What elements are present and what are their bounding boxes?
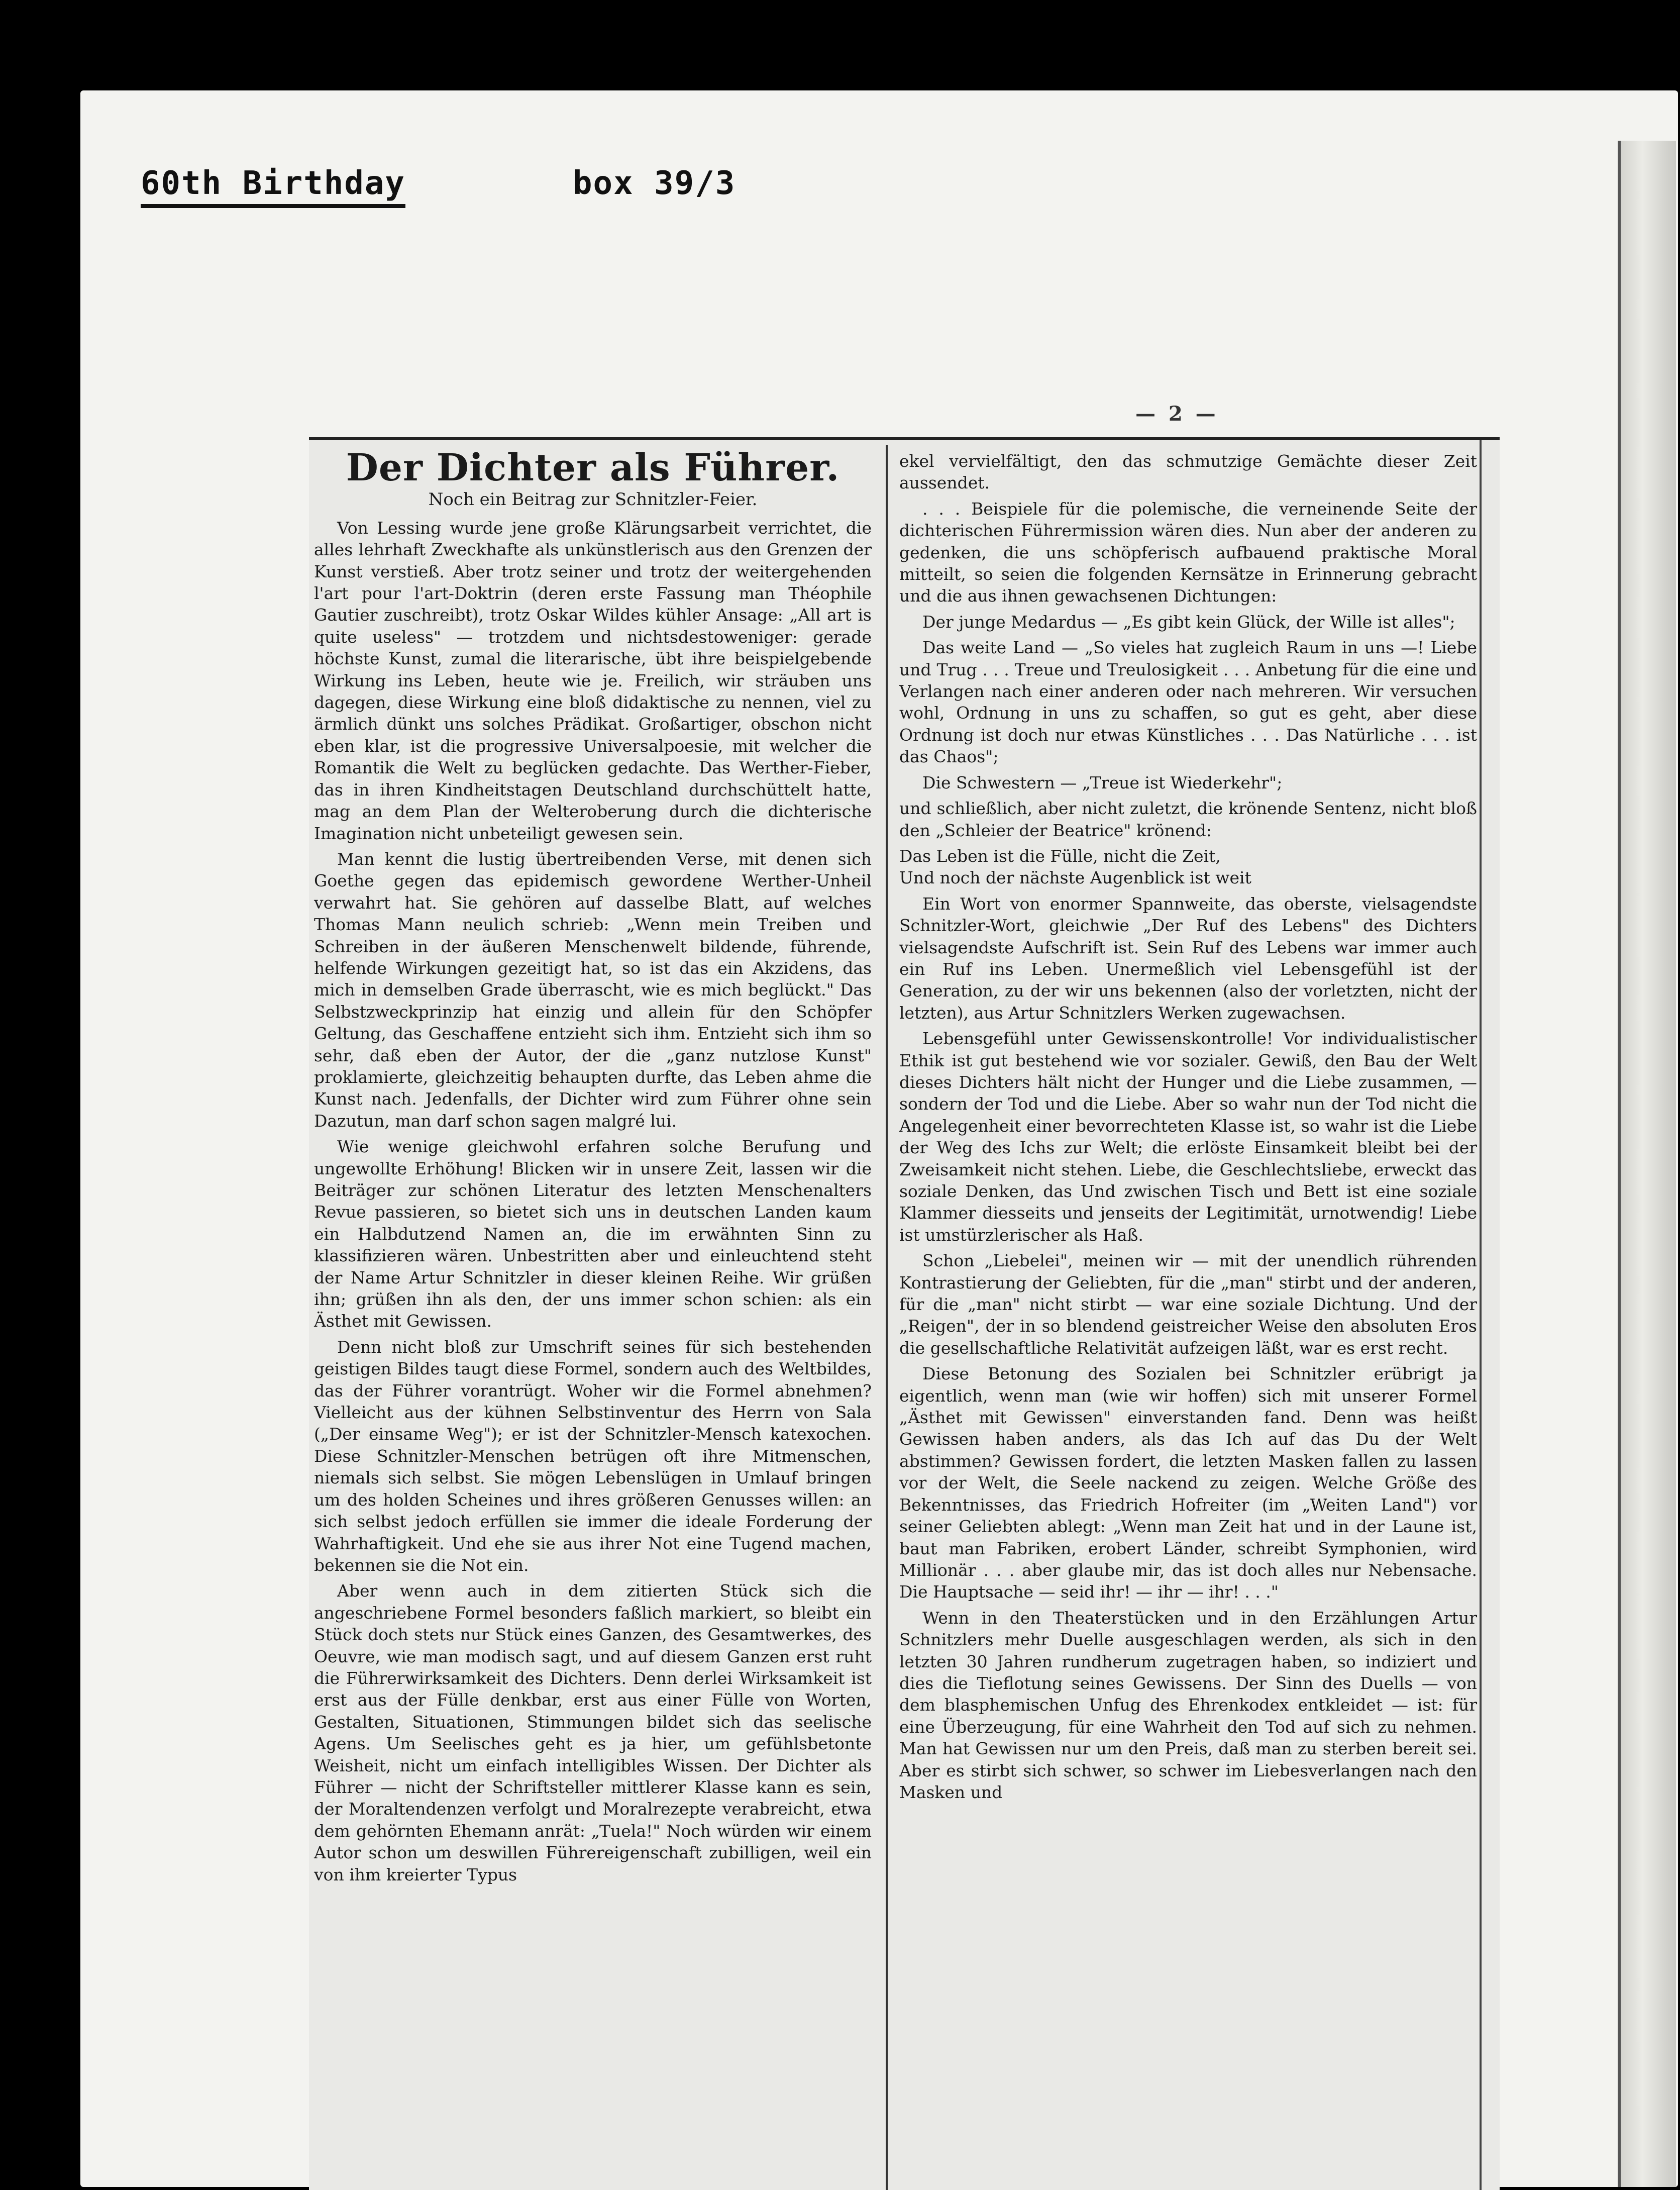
paragraph: Aber wenn auch in dem zitierten Stück sich die angeschriebene Formel besonders faßlich markiert, so bleibt ein Stück doch stets nur Stück eines Ganzen, des Gesamtwerkes, des Oeuvre, wie man modisch sagt, und auf diesem Ganzen erst ruht die Führerwirksamkeit des Dichters. Denn derlei Wirksamkeit ist erst aus der Fülle denkbar, erst aus einer Fülle von Worten, Gestalten, Situationen, Stimmungen bildet sich das seelische Agens. Um Seelisches geht es ja hier, um gefühlsbetonte Weisheit, nicht um einfach intelligibles Wissen. Der Dichter als Führer — nicht der Schriftsteller mittlerer Klasse kann es sein, der Moraltendenzen verfolgt und Moralrezepte verabreicht, etwa dem gehörnten Ehemann anrät: „Tuela!" Noch würden wir einem Autor schon um deswillen Führereigenschaft zubilligen, weil ein von ihm kreierter Typus xyxy=(314,1581,872,1884)
paragraph: Von Lessing wurde jene große Klärungsarbeit verrichtet, die alles lehrhaft Zweckhafte als unkünstlerisch aus den Grenzen der Kunst verstieß. Aber trotz seiner und trotz der weitergehenden l'art pour l'art-Doktrin (deren erste Fassung man Théophile Gautier zuschreibt), trotz Oskar Wildes kühler Ansage: „All art is quite useless" — trotzdem und nichtsdestoweniger: gerade höchste Kunst, zumal die literarische, übt ihre beispielgebende Wirkung ins Leben, heute wie je. Freilich, wir sträuben uns dagegen, diese Wirkung eine bloß didaktische zu nennen, viel zu ärmlich dünkt uns solches Prädikat. Großartiger, obschon nicht eben klar, ist die progressive Universalpoesie, mit welcher die Romantik die Welt zu beglücken gedachte. Das Werther-Fieber, das in ihren Kindheitstagen Deutschland durchschüttelt hatte, mag an dem Plan der Welteroberung durch die dichterische Imagination nicht unbeteiligt gewesen sein. xyxy=(314,518,872,843)
paragraph: Das weite Land — „So vieles hat zugleich Raum in uns —! Liebe und Trug . . . Treue und Treulosigkeit . . . Anbetung für die eine und Verlangen nach einer anderen oder nach mehreren. Wir versuchen wohl, Ordnung in uns zu schaffen, so gut es geht, aber diese Ordnung ist doch nur etwas Künstliches . . . Das Natürliche . . . ist das Chaos"; xyxy=(899,638,1477,767)
archive-header xyxy=(141,165,844,220)
paragraph: Wenn in den Theaterstücken und in den Erzählungen Artur Schnitzlers mehr Duelle ausgeschlagen werden, als sich in den letzten 30 Jahren rundherum zugetragen haben, so indiziert und dies die Tieflotung seines Gewissens. Der Sinn des Duells — von dem blasphemischen Unfug des Ehrenkodex entkleidet — ist: für eine Überzeugung, für eine Wahrheit den Tod auf sich zu nehmen. Man hat Gewissen nur um den Preis, daß man zu sterben bereit sei. Aber es stirbt sich schwer, so schwer im Liebesverlangen nach den Masken und xyxy=(899,1608,1477,1802)
paragraph: Lebensgefühl unter Gewissenskontrolle! Vor individualistischer Ethik ist gut bestehend wie vor sozialer. Gewiß, den Bau der Welt dieses Dichters hält nicht der Hunger und die Liebe zusammen, — sondern der Tod und die Liebe. Aber so wahr nun der Tod nicht die Angelegenheit einer bevorrechteten Klasse ist, so wahr ist die Liebe der Weg des Ichs zur Welt; die erlöste Einsamkeit bleibt bei der Zweisamkeit nicht stehen. Liebe, die Geschlechtsliebe, erweckt das soziale Denken, das Und zwischen Tisch und Bett ist eine soziale Klammer diesseits und jenseits der Legitimität, urnotwendig! Liebe ist umstürzlerischer als Haß. xyxy=(899,1029,1477,1245)
paragraph: Wie wenige gleichwohl erfahren solche Berufung und ungewollte Erhöhung! Blicken wir in unsere Zeit, lassen wir die Beiträger zur schönen Literatur des letzten Menschenalters Revue passieren, so bietet sich uns in deutschen Landen kaum ein Halbdutzend Namen an, die im erwähnten Sinn zu klassifizieren wären. Unbestritten aber und einleuchtend steht der Name Artur Schnitzler in dieser kleinen Reihe. Wir grüßen ihn; grüßen ihn als den, der uns immer schon schien: als ein Ästhet mit Gewissen. xyxy=(314,1137,872,1331)
paragraph: Schon „Liebelei", meinen wir — mit der unendlich rührenden Kontrastierung der Geliebten, für die „man" stirbt und der anderen, für die „man" nicht stirbt — war eine soziale Dichtung. Und der „Reigen", der in so blendend geistreicher Weise den absoluten Eros die gesellschaftliche Relativität aufzeigen läßt, war es erst recht. xyxy=(899,1251,1477,1358)
clipping-right-rule xyxy=(1480,440,1482,2190)
verse-quote xyxy=(899,845,1477,889)
paragraph: Der junge Medardus — „Es gibt kein Glück, der Wille ist alles"; xyxy=(922,612,1455,632)
paragraph: Die Schwestern — „Treue ist Wiederkehr"; xyxy=(922,772,1283,792)
column-divider xyxy=(886,445,888,2190)
verse-line: Und noch der nächste Augenblick ist weit xyxy=(899,868,1251,888)
box-label: box 39/3 xyxy=(573,165,736,202)
right-column xyxy=(899,450,1477,1807)
article-title: Der Dichter als Führer. xyxy=(346,446,840,489)
newspaper-clipping xyxy=(309,437,1500,2190)
verse-line: Das Leben ist die Fülle, nicht die Zeit, xyxy=(899,846,1221,866)
article-subtitle: Noch ein Beitrag zur Schnitzler-Feier. xyxy=(428,489,758,510)
paragraph: Man kennt die lustig übertreibenden Verse, mit denen sich Goethe gegen das epidemisch gewordene Werther-Unheil verwahrt hat. Sie gehören auf dasselbe Blatt, auf welches Thomas Mann neulich schrieb: „Wenn mein Treiben und Schreiben in der äußeren Menschenwelt bildende, führende, helfende Wirkungen gezeitigt hat, so ist das ein Akzidens, das mich in demselben Grade überrascht, wie es mich beglückt." Das Selbstzweckprinzip hat einzig und allein für den Schöpfer Geltung, das Geschaffene entzieht sich ihm. Entzieht sich ihm so sehr, daß eben der Autor, der die „ganz nutzlose Kunst" proklamierte, gleichzeitig behaupten durfte, das Leben ahme die Kunst nach. Jedenfalls, der Dichter wird zum Führer ohne sein Dazutun, man darf schon sagen malgré lui. xyxy=(314,849,872,1131)
paragraph: ekel vervielfältigt, den das schmutzige Gemächte dieser Zeit aussendet. xyxy=(899,451,1477,493)
paragraph: . . . Beispiele für die polemische, die verneinende Seite der dichterischen Führermission wären dies. Nun aber der anderen zu gedenken, die uns schöpferisch aufbauend praktische Moral mitteilt, so seien die folgenden Kernsätze in Erinnerung gebracht und die aus ihnen gewachsenen Dichtungen: xyxy=(899,499,1477,606)
paragraph: Ein Wort von enormer Spannweite, das oberste, vielsagendste Schnitzler-Wort, gleichwie „Der Ruf des Lebens" des Dichters vielsagendste Aufschrift ist. Sein Ruf des Lebens war immer auch ein Ruf ins Leben. Unermeßlich viel Lebensgefühl ist der Generation, zu der wir uns bekennen (also der vorletzten, nicht der letzten), aus Artur Schnitzlers Werken zugewachsen. xyxy=(899,893,1477,1023)
folder-label: 60th Birthday xyxy=(141,165,405,208)
paragraph: Diese Betonung des Sozialen bei Schnitzler erübrigt ja eigentlich, wenn man (wie wir hoffen) sich mit unserer Formel „Ästhet mit Gewissen" einverstanden fand. Denn was heißt Gewissen haben anders, als das Ich auf das Du der Welt abstimmen? Gewissen fordert, die letzten Masken fallen zu lassen vor der Welt, die Seele nackend zu zeigen. Welche Größe des Bekenntnisses, das Friedrich Hofreiter (im „Weiten Land") vor seiner Geliebten ablegt: „Wenn man Zeit hat und in der Laune ist, baut man Fabriken, erobert Länder, schreibt Symphonien, wird Millionär . . . aber glaube mir, das ist doch alles nur Nebensache. Die Hauptsache — seid ihr! — ihr — ihr! . . ." xyxy=(899,1364,1477,1602)
paragraph: Denn nicht bloß zur Umschrift seines für sich bestehenden geistigen Bildes taugt diese Formel, sondern auch des Weltbildes, das der Führer vorantrügt. Woher wir die Formel abnehmen? Vielleicht aus der kühnen Selbstinventur des Herrn von Sala („Der einsame Weg"); er ist der Schnitzler-Mensch katexochen. Diese Schnitzler-Menschen betrügen oft ihre Mitmenschen, niemals sich selbst. Sie mögen Lebenslügen in Umlauf bringen um des holden Scheines und ihres größeren Genusses willen: an sich selbst jedoch erfüllen sie immer die ideale Forderung der Wahrhaftigkeit. Und ehe sie aus ihrer Not eine Tugend machen, bekennen sie die Not ein. xyxy=(314,1337,872,1575)
paragraph: und schließlich, aber nicht zuletzt, die krönende Sentenz, nicht bloß den „Schleier der Beatrice" krönend: xyxy=(899,799,1477,840)
left-column xyxy=(314,446,872,1889)
page-number: — 2 — xyxy=(1135,402,1219,426)
sheet-edge xyxy=(1618,141,1676,2187)
